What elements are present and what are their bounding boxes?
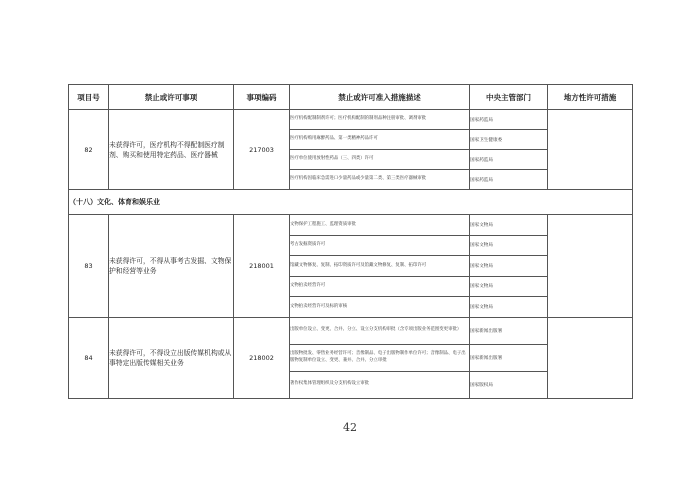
measure-desc: 馆藏文物修复、复制、拓印资质许可及馆藏文物修复、复制、拓印许可 — [290, 256, 470, 277]
header-dept: 中央主管部门 — [470, 85, 548, 110]
permit-table — [68, 84, 633, 399]
item-code: 218002 — [234, 317, 290, 398]
item-number: 84 — [69, 317, 109, 398]
central-dept: 国家文物局 — [470, 215, 548, 236]
central-dept: 国家文物局 — [470, 297, 548, 318]
measure-desc: 文物拍卖经营许可 — [290, 276, 470, 297]
central-dept: 国家文物局 — [470, 276, 548, 297]
header-local: 地方性许可措施 — [548, 85, 633, 110]
measure-desc: 文物拍卖经营许可及标的审核 — [290, 297, 470, 318]
measure-desc: 出版单位设立、变更、合并、分立、设立分支机构审批（含专项出版业务范围变更审批） — [290, 317, 470, 344]
measure-desc: 出版物批发、零售业务经营许可；音像制品、电子出版物制作单位许可；音像制品、电子出版物复制单位设立、变更、兼并、合并、分立审批 — [290, 344, 470, 371]
item-number: 82 — [69, 110, 109, 190]
measure-desc: 著作权集体管理组织及分支机构设立审批 — [290, 371, 470, 398]
item-title: 未获得许可，不得从事考古发掘、文物保护和经营等业务 — [109, 215, 234, 318]
item-title: 未获得许可，不得设立出版传媒机构或从事特定出版传媒相关业务 — [109, 317, 234, 398]
table-row — [69, 215, 633, 236]
item-code: 218001 — [234, 215, 290, 318]
header-row — [69, 85, 633, 110]
section-title: （十八）文化、体育和娱乐业 — [69, 190, 633, 215]
item-title: 未获得许可，医疗机构不得配制医疗制剂、购买和使用特定药品、医疗器械 — [109, 110, 234, 190]
header-item: 禁止或许可事项 — [109, 85, 234, 110]
measure-desc: 医疗单位使用放射性药品（三、四类）许可 — [290, 150, 470, 170]
central-dept: 国家药监局 — [470, 110, 548, 130]
measure-desc: 文物保护工程施工、监理资质审批 — [290, 215, 470, 236]
item-number: 83 — [69, 215, 109, 318]
central-dept: 国家新闻出版署 — [470, 344, 548, 371]
page-number: 42 — [343, 421, 357, 434]
table-row — [69, 110, 633, 130]
central-dept: 国家卫生健康委 — [470, 130, 548, 150]
item-code: 217003 — [234, 110, 290, 190]
header-no: 项目号 — [69, 85, 109, 110]
measure-desc: 医疗机构因临床急需进口少量药品或少量第二类、第三类医疗器械审批 — [290, 170, 470, 190]
central-dept: 国家文物局 — [470, 235, 548, 256]
header-desc: 禁止或许可准入措施描述 — [290, 85, 470, 110]
section-row — [69, 190, 633, 215]
measure-desc: 医疗机构购用麻醉药品、第一类精神药品许可 — [290, 130, 470, 150]
local-measure — [548, 215, 633, 318]
local-measure — [548, 317, 633, 398]
measure-desc: 医疗机构配制制剂许可；医疗机构配制的制剂品种注册审批、调剂审批 — [290, 110, 470, 130]
local-measure — [548, 110, 633, 190]
central-dept: 国家文物局 — [470, 256, 548, 277]
central-dept: 国家新闻出版署 — [470, 317, 548, 344]
header-code: 事项编码 — [234, 85, 290, 110]
measure-desc: 考古发掘资质许可 — [290, 235, 470, 256]
central-dept: 国家版权局 — [470, 371, 548, 398]
central-dept: 国家药监局 — [470, 150, 548, 170]
central-dept: 国家药监局 — [470, 170, 548, 190]
table-row — [69, 317, 633, 344]
